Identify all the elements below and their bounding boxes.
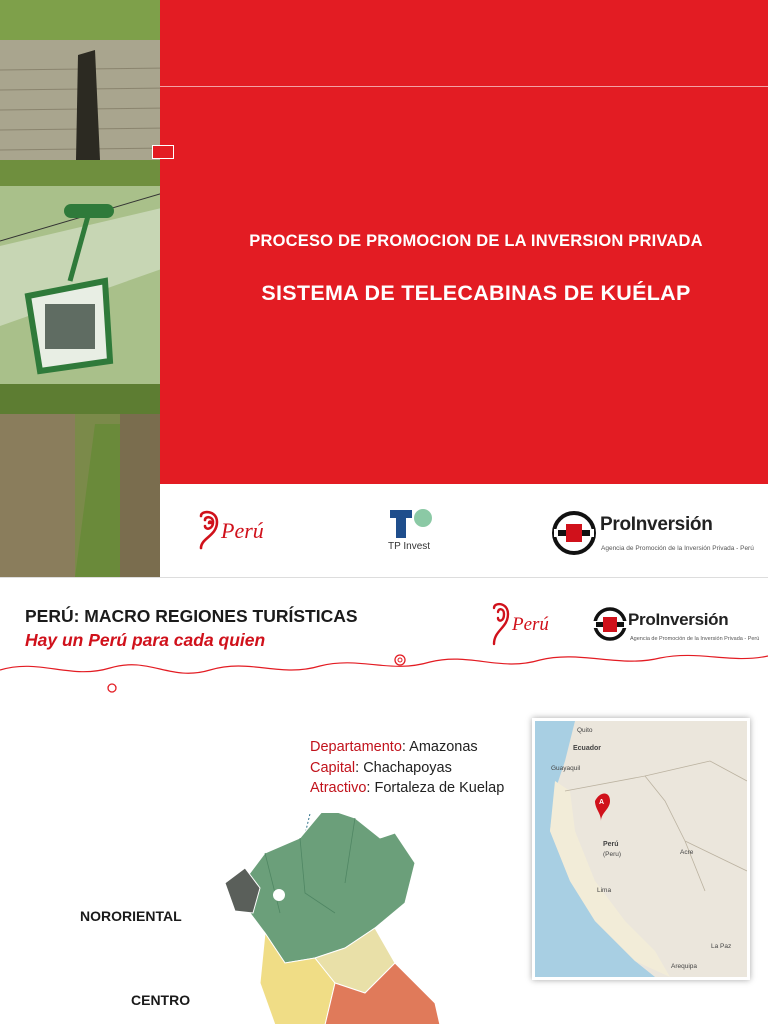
proinversion-tagline: Agencia de Promoción de la Inversión Privada - Perú xyxy=(630,636,760,642)
capital-value: : Chachapoyas xyxy=(355,759,452,776)
map-label-arequipa: Arequipa xyxy=(671,963,698,970)
atractivo-row xyxy=(310,778,504,799)
map-label-peru: Perú xyxy=(603,841,619,848)
region-label-nororiental: NORORIENTAL xyxy=(80,908,182,924)
process-title: PROCESO DE PROMOCION DE LA INVERSION PRIVADA xyxy=(249,232,703,250)
map-label-guayaquil: Guayaquil xyxy=(551,765,581,772)
map-marker-label: A xyxy=(599,799,605,806)
departamento-label: Departamento xyxy=(310,739,402,755)
stone-path-photo xyxy=(0,384,170,577)
decorative-notch xyxy=(152,145,174,159)
proinversion-name: ProInversión xyxy=(600,514,713,535)
svg-text:Perú: Perú xyxy=(512,614,549,635)
slide-subtitle: Hay un Perú para cada quien xyxy=(25,630,266,650)
map-label-ecuador: Ecuador xyxy=(573,745,602,752)
departamento-row xyxy=(310,737,504,758)
divider-line xyxy=(160,86,768,87)
map-label-lima: Lima xyxy=(597,887,612,894)
region-label-centro: CENTRO xyxy=(131,992,191,1008)
slide-title: PERÚ: MACRO REGIONES TURÍSTICAS xyxy=(25,606,358,626)
peru-regions-map xyxy=(205,813,455,1024)
atractivo-label: Atractivo xyxy=(310,780,367,796)
tp-invest-label: TP Invest xyxy=(388,541,431,552)
marca-peru-logo xyxy=(488,600,573,652)
map-label-la-paz: La Paz xyxy=(711,943,732,950)
kuelap-fortress-photo xyxy=(0,0,170,190)
map-label-quito: Quito xyxy=(577,727,593,734)
map-label-acre: Acre xyxy=(680,849,694,856)
regions-slide xyxy=(0,577,768,1024)
capital-row xyxy=(310,758,504,779)
svg-text:Perú: Perú xyxy=(221,518,264,543)
location-map xyxy=(532,718,750,980)
map-label-peru-sub: (Peru) xyxy=(603,851,622,858)
atractivo-value: : Fortaleza de Kuelap xyxy=(366,780,505,796)
attraction-info xyxy=(310,737,504,799)
decorative-wave xyxy=(0,638,768,698)
proinversion-name: ProInversión xyxy=(628,610,729,629)
marca-peru-logo xyxy=(195,508,290,556)
cable-car-render xyxy=(0,186,170,386)
capital-label: Capital xyxy=(310,759,356,776)
departamento-value: : Amazonas xyxy=(401,739,478,755)
proinversion-tagline: Agencia de Promoción de la Inversión Privada - Perú xyxy=(601,545,754,552)
project-title: SISTEMA DE TELECABINAS DE KUÉLAP xyxy=(261,281,691,305)
